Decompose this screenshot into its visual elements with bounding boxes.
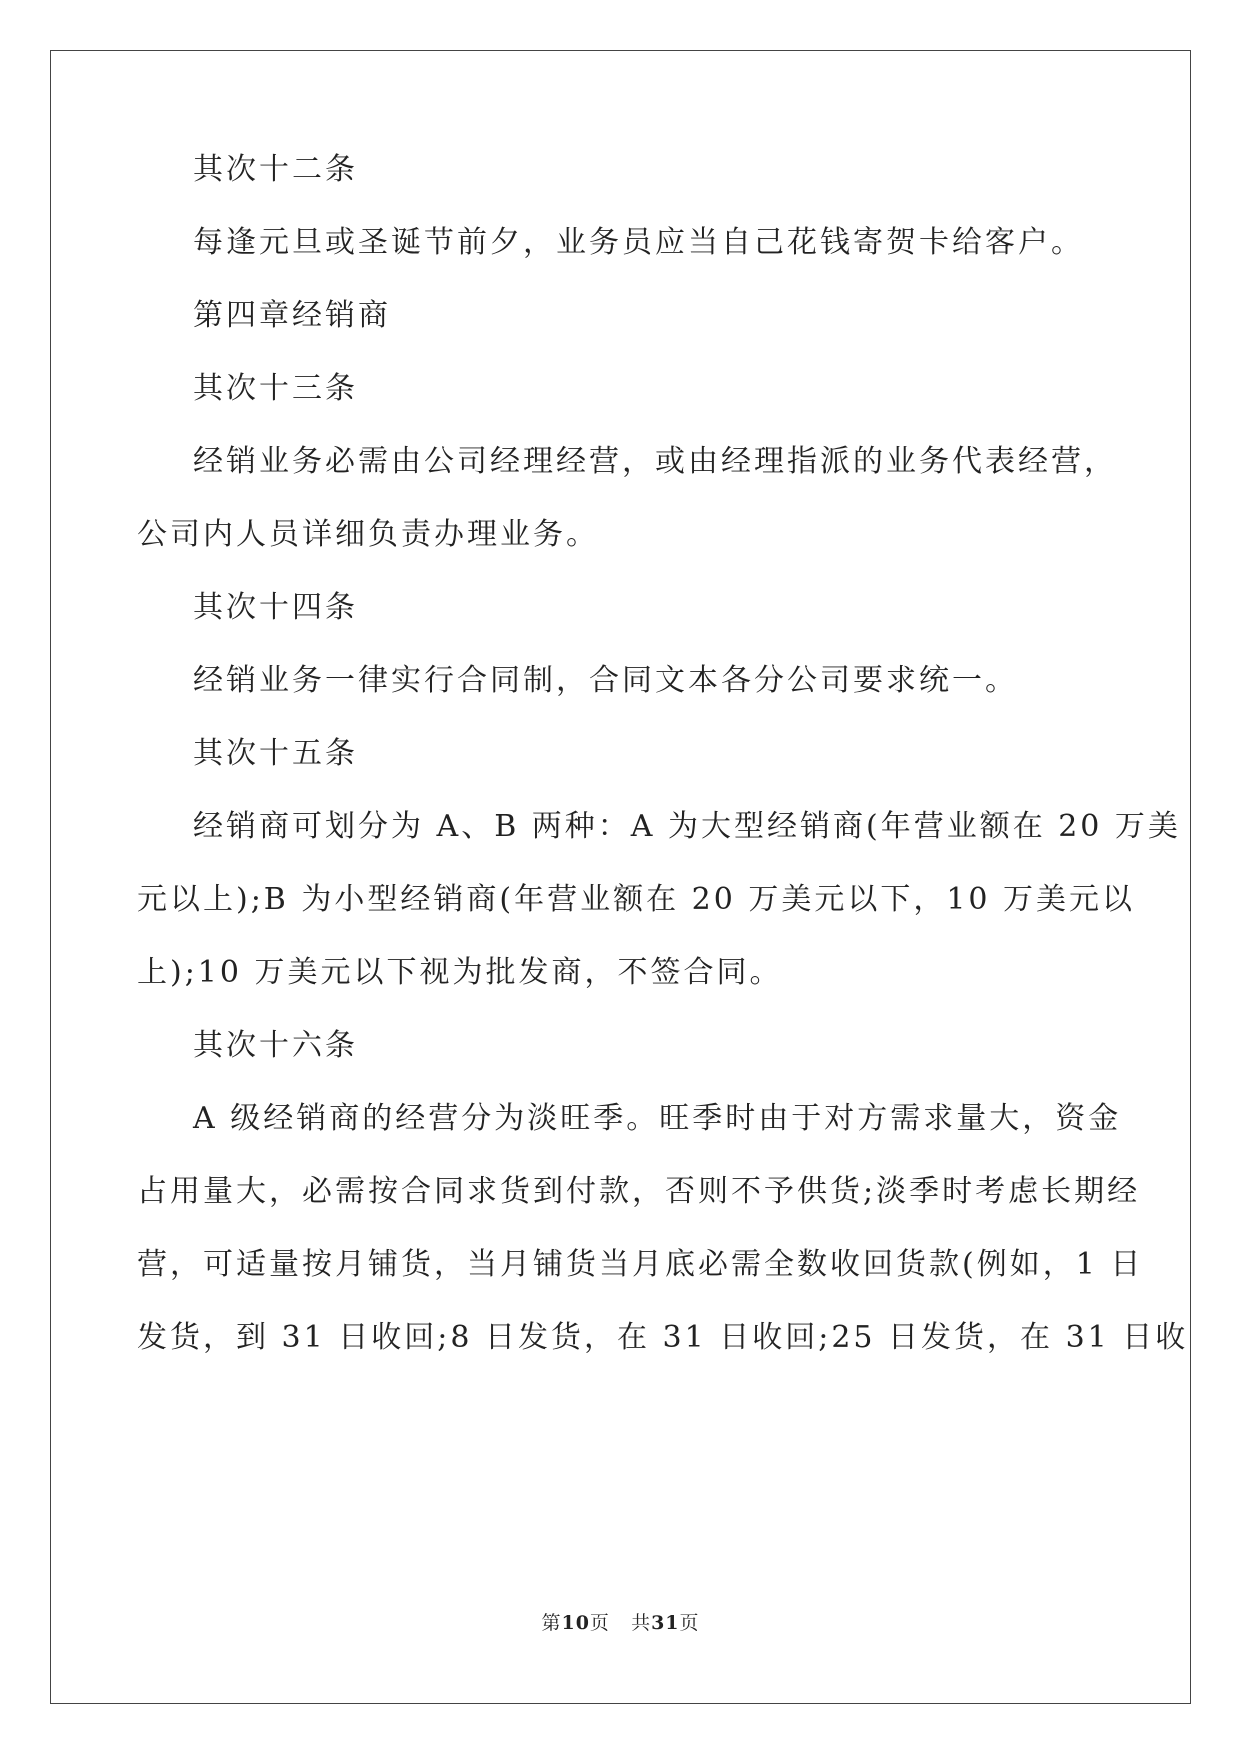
footer-page-suffix: 页 [589, 1612, 610, 1634]
article-heading-15: 其次十五条 [193, 736, 358, 771]
chapter-heading: 第四章经销商 [193, 298, 391, 333]
paragraph-text: A 级经销商的经营分为淡旺季。旺季时由于对方需求量大，资金 [193, 1101, 1122, 1136]
article-heading-14: 其次十四条 [193, 590, 358, 625]
footer-total-suffix: 页 [679, 1612, 700, 1634]
footer-prefix: 第 [541, 1612, 562, 1634]
article-heading-13: 其次十三条 [193, 371, 358, 406]
paragraph-text: 每逢元旦或圣诞节前夕，业务员应当自己花钱寄贺卡给客户。 [193, 225, 1084, 260]
paragraph-text: 占用量大，必需按合同求货到付款，否则不予供货;淡季时考虑长期经 [137, 1174, 1141, 1209]
article-heading-12: 其次十二条 [193, 152, 358, 187]
total-pages-number: 31 [651, 1612, 680, 1634]
paragraph-text: 经销业务一律实行合同制，合同文本各分公司要求统一。 [193, 663, 1018, 698]
paragraph-text: 公司内人员详细负责办理业务。 [137, 517, 599, 552]
paragraph-text: 发货，到 31 日收回;8 日发货，在 31 日收回;25 日发货，在 31 日收 [137, 1320, 1189, 1355]
article-heading-16: 其次十六条 [193, 1028, 358, 1063]
paragraph-text: 经销商可划分为 A、B 两种：A 为大型经销商(年营业额在 20 万美 [193, 809, 1181, 844]
paragraph-text: 上);10 万美元以下视为批发商，不签合同。 [137, 955, 783, 990]
paragraph-text: 元以上);B 为小型经销商(年营业额在 20 万美元以下，10 万美元以 [137, 882, 1136, 917]
paragraph-text: 营，可适量按月铺货，当月铺货当月底必需全数收回货款(例如，1 日 [137, 1247, 1144, 1282]
current-page-number: 10 [561, 1612, 590, 1634]
paragraph-text: 经销业务必需由公司经理经营，或由经理指派的业务代表经营， [193, 444, 1117, 479]
footer-total-prefix: 共 [631, 1612, 652, 1634]
page-footer [0, 1608, 1241, 1635]
